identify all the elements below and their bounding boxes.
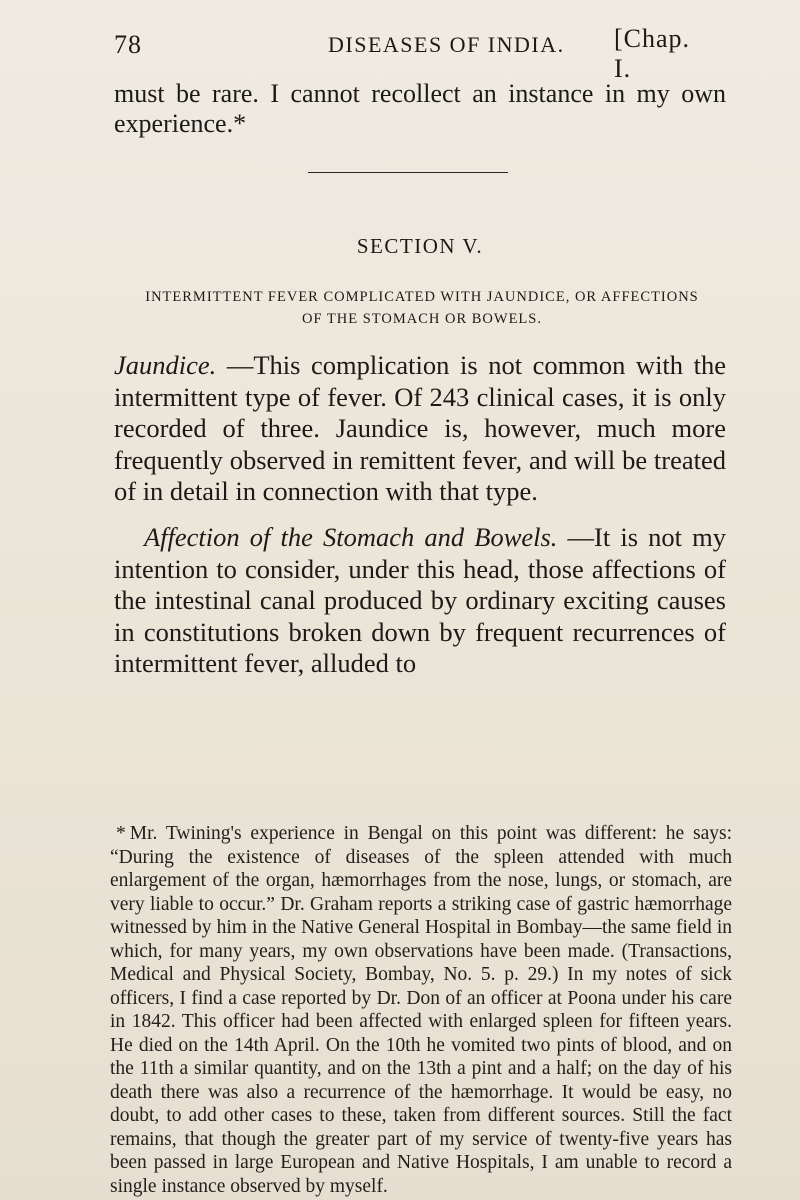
continuation-text: must be rare. I cannot recollect an instance in my own experience.* bbox=[114, 79, 726, 138]
section-subtitle bbox=[102, 286, 742, 330]
footnote bbox=[110, 822, 732, 1198]
paragraph-body-jaundice: —This complication is not common with the intermittent type of fever. Of 243 clinical cases, it is only recorded of three. Jaundice is, however, much more frequently observed in remittent fever, and will be treated of in detail in connection with that type. bbox=[114, 350, 726, 506]
paragraph-stomach-bowels bbox=[114, 522, 726, 680]
section-subtitle-line1: INTERMITTENT FEVER COMPLICATED WITH JAUNDICE, OR AFFECTIONS bbox=[145, 289, 699, 305]
paragraph-heading-stomach-bowels: Affection of the Stomach and Bowels. bbox=[144, 522, 558, 552]
footnote-marker: * bbox=[116, 823, 126, 844]
chapter-label: [Chap. I. bbox=[614, 24, 691, 83]
page-number: 78 bbox=[114, 30, 142, 59]
section-subtitle-line2: OF THE STOMACH OR BOWELS. bbox=[302, 311, 542, 327]
running-title: DISEASES OF INDIA. bbox=[328, 32, 565, 57]
paragraph-heading-jaundice: Jaundice. bbox=[114, 350, 217, 380]
section-title: SECTION V. bbox=[356, 234, 484, 258]
paragraph-body-stomach-bowels: —It is not my intention to consider, under this head, those affections of the intestinal canal produced by ordinary exciting causes in constitutions broken down by frequent recurrences of intermittent fever, alluded to bbox=[114, 522, 726, 678]
section-divider bbox=[308, 172, 508, 173]
footnote-text: Mr. Twining's experience in Bengal on this point was different: he says: “During the existence of diseases of the spleen attended with much enlargement of the organ, hæmorrhages from the nose, lungs, or stomach, are very liable to occur.” Dr. Graham reports a striking case of gastric hæmorrhage witnessed by him in the Native General Hospital in Bombay—the same field in which, for many years, my own observations have been made. (Transactions, Medical and Physical Society, Bombay, No. 5. p. 29.) In my notes of sick officers, I find a case reported by Dr. Don of an officer at Poona under his care in 1842. This officer had been affected with enlarged spleen for fifteen years. He died on the 14th April. On the 10th he vomited two pints of blood, and on the 11th a similar quantity, and on the 13th a pint and a half; on the day of his death there was also a recurrence of the hæmorrhage. It would be easy, no doubt, to add other cases to these, taken from different sources. Still the fact remains, that though the greater part of my service of twenty-five years has been passed in large European and Native Hospitals, I am unable to record a single instance observed by myself. bbox=[110, 823, 732, 1197]
page-header bbox=[114, 24, 714, 83]
paragraph-jaundice bbox=[114, 350, 726, 508]
